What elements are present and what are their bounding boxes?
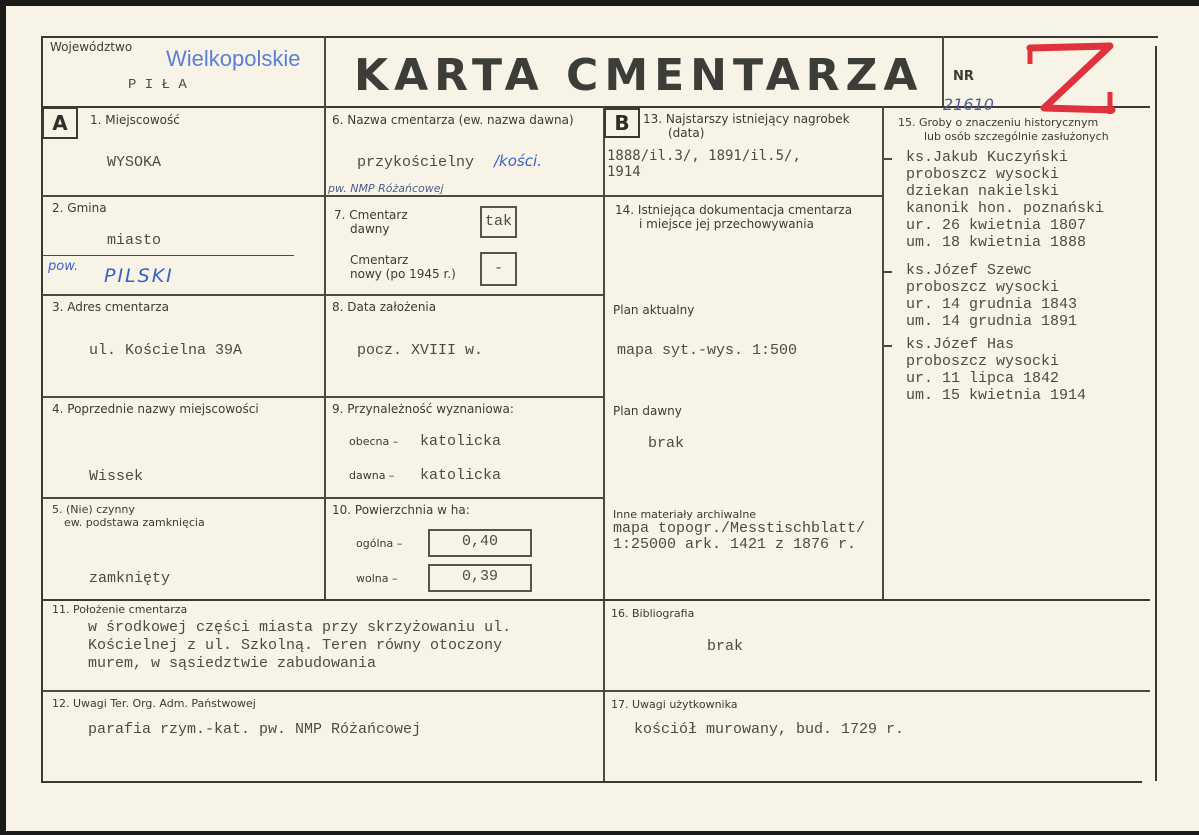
f14-current-plan-value: mapa syt.-wys. 1:500: [617, 342, 798, 359]
grave-1-line-3: dziekan nakielski: [906, 183, 1060, 200]
nr-label: NR: [953, 69, 974, 84]
f3-label: 3. Adres cmentarza: [52, 300, 169, 314]
f11-line-3: murem, w sąsiedztwie zabudowania: [88, 655, 377, 672]
row-line-5: [42, 599, 1150, 601]
section-a-badge: A: [42, 107, 78, 139]
f1-value: WYSOKA: [107, 154, 162, 171]
f7-new-checkbox[interactable]: -: [480, 252, 517, 286]
f10-free-label: wolna –: [356, 572, 398, 585]
f5-label-line1: 5. (Nie) czynny: [52, 503, 135, 516]
scan-edge-bottom: [0, 831, 1199, 835]
f14-old-plan-label: Plan dawny: [613, 404, 682, 418]
f14-other-line-1: mapa topogr./Messtischblatt/: [613, 520, 866, 537]
f9-former-value: katolicka: [420, 467, 502, 484]
grave-3-marker: [884, 345, 892, 347]
page-title: KARTA CMENTARZA: [354, 50, 924, 101]
grave-1-line-5: ur. 26 kwietnia 1807: [906, 217, 1087, 234]
grave-1-line-4: kanonik hon. poznański: [906, 200, 1105, 217]
f14-label-line2: i miejsce jej przechowywania: [639, 217, 814, 231]
f4-label: 4. Poprzednie nazwy miejscowości: [52, 402, 259, 416]
f14-current-plan-label: Plan aktualny: [613, 303, 695, 317]
f17-label: 17. Uwagi użytkownika: [611, 698, 738, 711]
f6-handwritten-suffix: /kości.: [494, 152, 542, 170]
f2-handwritten-prefix: pow.: [48, 259, 79, 274]
row-line-4: [42, 497, 603, 499]
f2-label: 2. Gmina: [52, 201, 107, 215]
f9-current-label: obecna –: [349, 435, 399, 448]
grave-3-line-4: um. 15 kwietnia 1914: [906, 387, 1087, 404]
f15-label-line1: 15. Groby o znaczeniu historycznym: [898, 116, 1099, 129]
grave-1-line-2: proboszcz wysocki: [906, 166, 1060, 183]
f6-handwritten-line2: pw. NMP Różańcowej: [328, 182, 444, 195]
grave-2-line-3: ur. 14 grudnia 1843: [906, 296, 1078, 313]
f9-label: 9. Przynależność wyznaniowa:: [332, 402, 514, 416]
nr-handwritten: 21610: [943, 95, 994, 114]
f7-old-checkbox[interactable]: tak: [480, 206, 517, 238]
border-left: [41, 36, 43, 783]
f15-label-line2: lub osób szczególnie zasłużonych: [924, 130, 1109, 143]
row-line-gmina-mid: [42, 255, 294, 256]
grave-2-line-1: ks.Józef Szewc: [906, 262, 1033, 279]
grave-3-line-2: proboszcz wysocki: [906, 353, 1060, 370]
f6-label: 6. Nazwa cmentarza (ew. nazwa dawna): [332, 113, 574, 127]
grave-2-marker: [884, 271, 892, 273]
row-line-6: [42, 690, 1150, 692]
f16-label: 16. Bibliografia: [611, 607, 695, 620]
row-line-3: [42, 396, 603, 398]
f12-value: parafia rzym.-kat. pw. NMP Różańcowej: [88, 721, 422, 738]
col-line-c: [882, 106, 884, 600]
f4-value: Wissek: [89, 468, 144, 485]
f13-label-line1: 13. Najstarszy istniejący nagrobek: [643, 112, 850, 126]
row-line-f6: [324, 195, 603, 197]
f1-label: 1. Miejscowość: [90, 113, 180, 127]
f11-line-2: Kościelnej z ul. Szkolną. Teren równy otoczony: [88, 637, 503, 654]
grave-1-line-6: um. 18 kwietnia 1888: [906, 234, 1087, 251]
grave-2-line-4: um. 14 grudnia 1891: [906, 313, 1078, 330]
col-line-a: [324, 106, 326, 600]
header-vline-1: [324, 36, 326, 106]
grave-1-line-1: ks.Jakub Kuczyński: [906, 149, 1069, 166]
f7-old-label-line1: 7. Cmentarz: [334, 208, 408, 222]
grave-3-line-1: ks.Józef Has: [906, 336, 1015, 353]
border-right: [1155, 46, 1157, 781]
f10-free-value[interactable]: 0,39: [428, 564, 532, 592]
f11-label: 11. Położenie cmentarza: [52, 603, 188, 616]
voivodeship-stamp: Wielkopolskie: [166, 46, 301, 71]
f9-former-label: dawna –: [349, 469, 395, 482]
col-line-b: [603, 106, 605, 781]
f5-label-line2: ew. podstawa zamknięcia: [64, 516, 205, 529]
f16-value: brak: [707, 638, 744, 655]
border-bottom: [42, 781, 1142, 783]
f9-current-value: katolicka: [420, 433, 502, 450]
f14-old-plan-value: brak: [648, 435, 685, 452]
f3-value: ul. Kościelna 39A: [89, 342, 243, 359]
f17-value: kościół murowany, bud. 1729 r.: [634, 721, 905, 738]
f10-total-label: ogólna –: [356, 537, 403, 550]
category-z-mark: [1022, 42, 1118, 116]
grave-3-line-3: ur. 11 lipca 1842: [906, 370, 1060, 387]
grave-2-line-2: proboszcz wysocki: [906, 279, 1060, 296]
section-b-badge: B: [604, 108, 640, 138]
f7-old-label-line2: dawny: [350, 222, 390, 236]
border-top: [42, 36, 1158, 38]
f12-label: 12. Uwagi Ter. Org. Adm. Państwowej: [52, 697, 256, 710]
f14-other-line-2: 1:25000 ark. 1421 z 1876 r.: [613, 536, 857, 553]
row-line-1: [42, 195, 324, 197]
f14-label-line1: 14. Istniejąca dokumentacja cmentarza: [615, 203, 853, 217]
f13-line-1: 1888/il.3/, 1891/il.5/,: [607, 148, 801, 164]
f8-label: 8. Data założenia: [332, 300, 437, 314]
f8-value: pocz. XVIII w.: [357, 342, 484, 359]
f11-line-1: w środkowej części miasta przy skrzyżowaniu ul.: [88, 619, 512, 636]
voivodeship-typed: P I Ł A: [128, 77, 187, 93]
f6-value: przykościelny: [357, 154, 475, 171]
f5-value: zamknięty: [89, 570, 171, 587]
row-line-2: [42, 294, 603, 296]
voivodeship-label: Województwo: [50, 40, 133, 54]
f13-label-line2: (data): [668, 126, 705, 140]
f10-label: 10. Powierzchnia w ha:: [332, 503, 470, 517]
f7-new-label-line2: nowy (po 1945 r.): [350, 267, 456, 281]
f13-line-2: 1914: [607, 164, 641, 180]
f10-total-value[interactable]: 0,40: [428, 529, 532, 557]
f2-handwritten-value: PILSKI: [104, 265, 174, 287]
f2-value: miasto: [107, 232, 162, 249]
grave-1-marker: [884, 158, 892, 160]
f14-other-label: Inne materiały archiwalne: [613, 508, 757, 521]
row-line-f13: [603, 195, 882, 197]
f7-new-label-line1: Cmentarz: [350, 253, 409, 267]
